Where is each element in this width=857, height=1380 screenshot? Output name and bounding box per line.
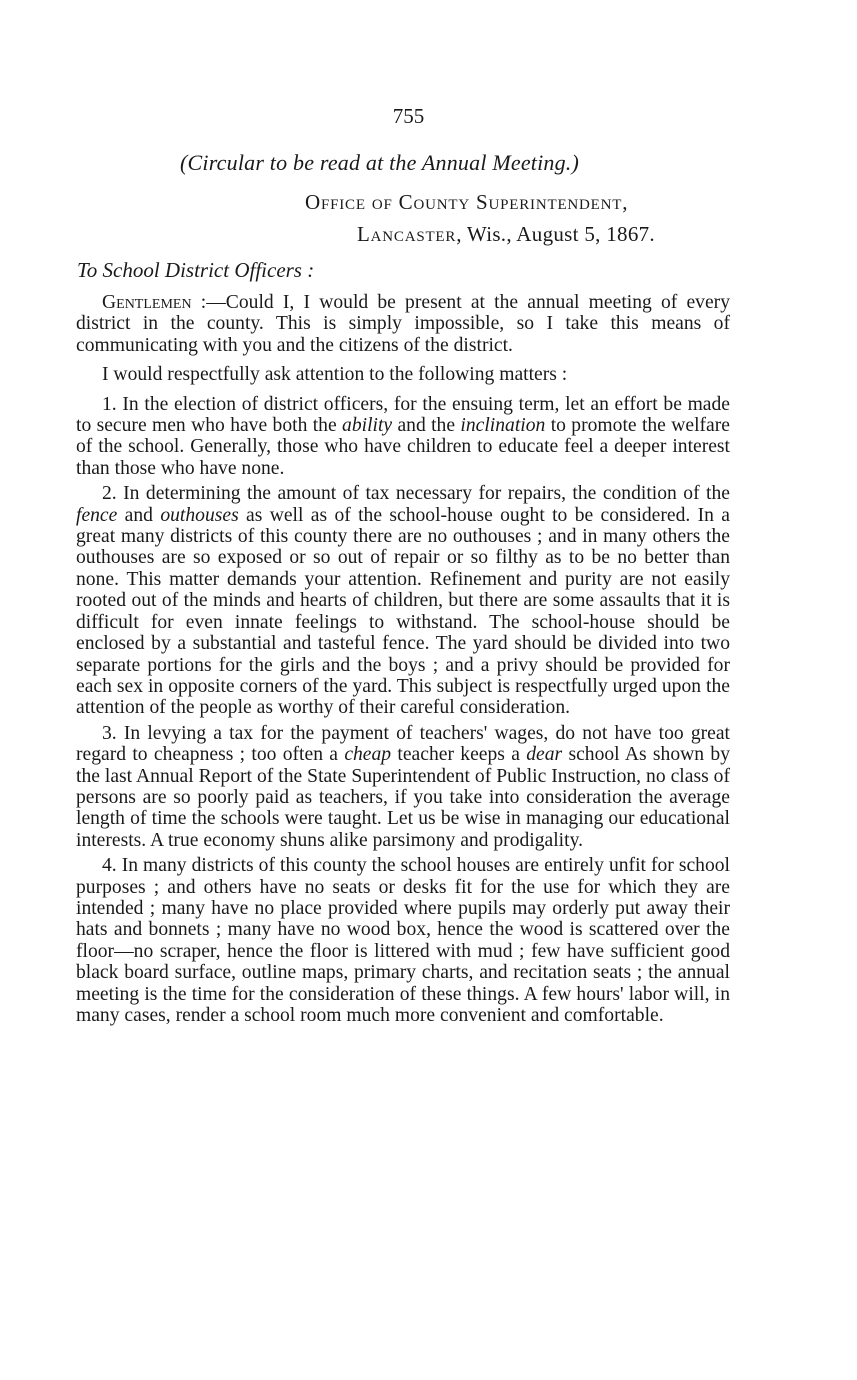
paragraph-item-4: 4. In many districts of this county the school houses are entirely unfit for school purposes ; and others have no seats or desks fit for the use for which they are intended ; many have no place provided where pupils may orderly put away their hats and bonnets ; many have no wood box, hence the wood is scattered over the floor—no scraper, hence the floor is littered with mud ; few have sufficient good black board surface, outline maps, primary charts, and recitation seats ; the annual meeting is the time for the consideration of these things. A few hours' labor will, in many cases, render a school room much more convenient and comfortable. — [76, 855, 730, 1026]
state-date: , Wis., August 5, 1867. — [456, 222, 655, 246]
paragraph-text: 2. In determining the amount of tax necessary for repairs, the condition of the — [102, 483, 730, 505]
paragraph-gentlemen — [76, 292, 730, 356]
paragraph-text: and — [117, 504, 161, 526]
place-date-line — [357, 222, 655, 247]
paragraph-text: school As shown by the last Annual Report of the State Superintendent of Public Instruction, no class of persons are so poorly paid as teachers, if you take into consideration the average length of time the schools were taught. Let us be wise in managing our educational interests. A true economy shuns alike parsimony and prodigality. — [76, 744, 730, 851]
emphasis-text: cheap — [344, 744, 392, 766]
emphasis-text: fence — [76, 504, 118, 526]
circular-heading: (Circular to be read at the Annual Meeting.) — [180, 150, 580, 175]
page-number: 755 — [392, 104, 425, 128]
paragraph-text: teacher keeps a — [391, 744, 527, 766]
paragraph-text: as well as of the school-house ought to be considered. In a great many districts of this county there are no outhouses ; and in many others the outhouses are so exposed or so out of repair or so filthy as to be no better than none. This matter demands your attention. Refinement and purity are not easily rooted out of the minds and hearts of children, but there are some assaults that it is difficult for even innate feelings to withstand. The school-house should be enclosed by a substantial and tasteful fence. The yard should be divided into two separate portions for the girls and the boys ; and a privy should be provided for each sex in opposite corners of the yard. This subject is respectfully urged upon the attention of the people as worthy of their careful consideration. — [76, 504, 730, 719]
emphasis-text: outhouses — [160, 504, 239, 526]
emphasis-text: dear — [526, 744, 563, 766]
salutation: To School District Officers : — [77, 258, 315, 282]
emphasis-text: ability — [342, 415, 393, 437]
paragraph-text: and the — [392, 415, 461, 437]
paragraph-item-3 — [76, 723, 730, 851]
paragraph-text: 3. In levying a tax for the payment of teachers' wages, do not have too great regard to cheapness ; too often a — [76, 722, 730, 766]
paragraph-request: I would respectfully ask attention to the following matters : — [102, 364, 568, 386]
paragraph-text: to promote the welfare of the school. Generally, those who have children to educate feel a deeper interest than those who have none. — [76, 415, 730, 479]
letter-body — [76, 292, 730, 1030]
paragraph-text: 1. In the election of district officers, for the ensuing term, let an effort be made to secure men who have both the — [76, 393, 730, 437]
paragraph-item-2 — [76, 483, 730, 718]
paragraph-text: :—Could I, I would be present at the annual meeting of every district in the county. This is simply impossible, so I take this means of communicating with you and the citizens of the district. — [76, 292, 730, 356]
emphasis-text: inclination — [460, 415, 546, 437]
city-name: Lancaster — [357, 222, 457, 246]
paragraph-item-1 — [76, 394, 730, 480]
gentlemen-lead: Gentlemen — [102, 292, 192, 313]
office-line: Office of County Superintendent, — [305, 190, 629, 214]
